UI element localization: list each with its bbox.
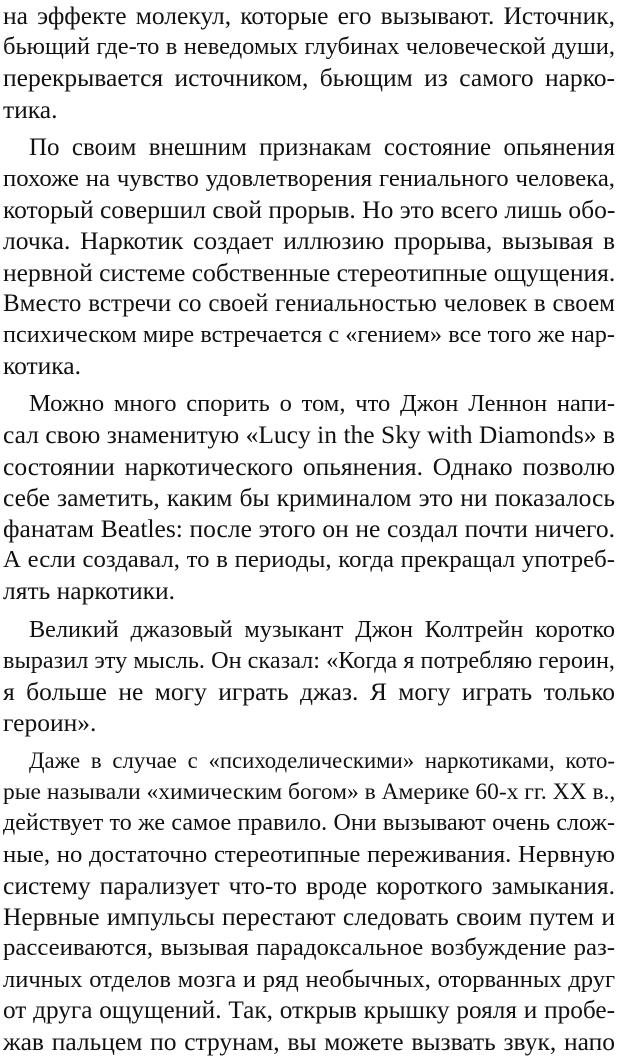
text-line: Великий джазовый музыкант Джон Колтрейн коротко bbox=[29, 615, 615, 643]
text-line: Можно много спорить о том, что Джон Леннон напи- bbox=[29, 390, 615, 418]
paragraph bbox=[3, 388, 615, 606]
text-line: я больше не могу играть джаз. Я могу играть только bbox=[3, 676, 615, 706]
paragraph bbox=[3, 745, 615, 1057]
text-line: психическом мире встречается с «гением» все того же нар- bbox=[3, 320, 615, 348]
text-line: По своим внешним признакам состояние опьянения bbox=[29, 133, 615, 161]
text-line: героин». bbox=[3, 708, 97, 738]
text-line: фанатам Beatles: после этого он не создал почти ничего. bbox=[3, 514, 615, 543]
text-line: бьющий где-то в неведомых глубинах человеческой души, bbox=[3, 33, 615, 61]
text-line: похоже на чувство удовлетворения гениального человека, bbox=[3, 164, 615, 192]
text-line: на эффекте молекул, которые его вызывают. Источник, bbox=[3, 1, 615, 30]
text-line: действует то же самое правило. Они вызывают очень слож- bbox=[3, 809, 615, 836]
text-line: А если создавал, то в периоды, когда прекращал употреб- bbox=[3, 546, 615, 574]
book-page bbox=[3, 0, 615, 1057]
text-line: жав пальцем по струнам, вы можете вызвать звук, напо bbox=[3, 1027, 615, 1056]
text-line: лочка. Наркотик создает иллюзию прорыва, вызывая в bbox=[3, 226, 615, 256]
text-line: котика. bbox=[3, 351, 81, 381]
text-line: рассеиваются, вызывая парадоксальное возбуждение раз- bbox=[3, 934, 615, 962]
text-line: Вместо встречи со своей гениальностью человек в своем bbox=[3, 289, 615, 317]
text-line: от друга ощущений. Так, открыв крышку рояля и пробе- bbox=[3, 995, 615, 1024]
text-line: личных отделов мозга и ряд необычных, оторванных друг bbox=[3, 965, 615, 993]
text-line: себе заметить, каким бы криминалом это ни показалось bbox=[3, 482, 615, 512]
text-line: лять наркотики. bbox=[3, 576, 176, 606]
paragraph bbox=[3, 132, 615, 382]
text-line: сал свою знаменитую «Lucy in the Sky with Diamonds» в bbox=[3, 420, 615, 450]
text-line: состоянии наркотического опьянения. Однако позволю bbox=[3, 451, 615, 481]
text-body bbox=[3, 0, 615, 1057]
text-line: рые называли «химическим богом» в Америке 60-х гг. XX в., bbox=[3, 778, 616, 805]
text-line: Даже в случае с «психоделическими» наркотиками, кото- bbox=[29, 748, 615, 774]
text-line: систему парализует что-то вроде короткого замыкания. bbox=[3, 871, 615, 901]
paragraph bbox=[3, 0, 615, 125]
text-line: который совершил свой прорыв. Но это всего лишь обо- bbox=[3, 195, 616, 225]
text-line: тика. bbox=[3, 94, 58, 124]
text-line: нервной системе собственные стереотипные ощущения. bbox=[3, 257, 616, 287]
text-line: перекрывается источником, бьющим из самого нарко- bbox=[3, 63, 615, 93]
text-line: ные, но достаточно стереотипные переживания. Нервную bbox=[3, 840, 615, 868]
text-line: выразил эту мысль. Он сказал: «Когда я потребляю героин, bbox=[3, 646, 615, 674]
text-line: Нервные импульсы перестают следовать своим путем и bbox=[3, 902, 615, 932]
paragraph bbox=[3, 614, 615, 739]
